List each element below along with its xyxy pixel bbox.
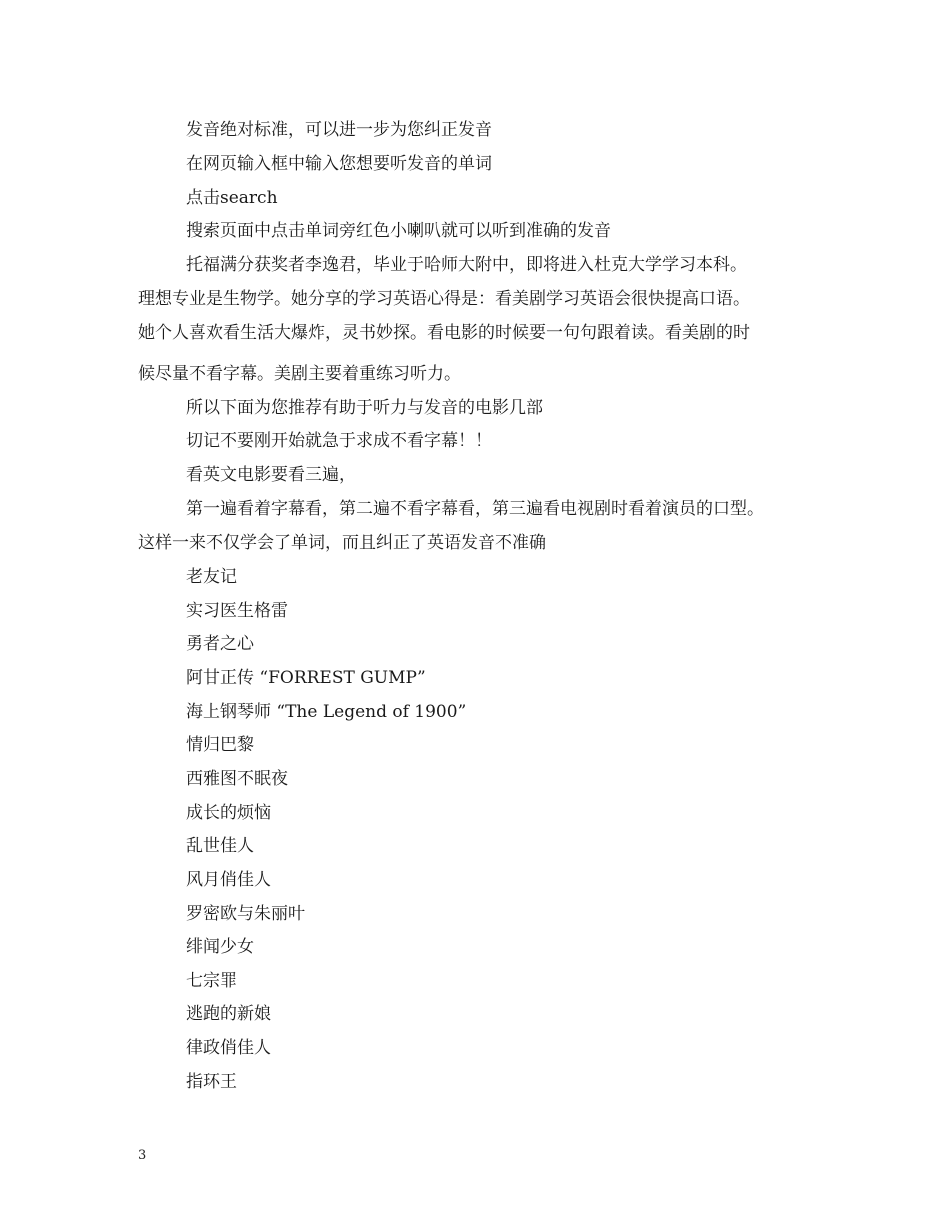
text-line: 第一遍看着字幕看，第二遍不看字幕看，第三遍看电视剧时看着演员的口型。 (186, 499, 764, 519)
text-line: 发音绝对标准，可以进一步为您纠正发音 (186, 120, 492, 140)
movie-title: 海上钢琴师 “The Legend of 1900” (186, 702, 467, 722)
movie-title: 实习医生格雷 (186, 601, 288, 621)
page-number: 3 (138, 1148, 147, 1163)
movie-title: 阿甘正传 “FORREST GUMP” (186, 668, 426, 688)
movie-title: 律政俏佳人 (186, 1038, 271, 1058)
text-line: 这样一来不仅学会了单词，而且纠正了英语发音不准确 (138, 533, 546, 553)
movie-title: 罗密欧与朱丽叶 (186, 904, 305, 924)
movie-title: 情归巴黎 (186, 735, 254, 755)
movie-title: 老友记 (186, 567, 237, 587)
movie-title: 成长的烦恼 (186, 803, 271, 823)
movie-title: 勇者之心 (186, 634, 254, 654)
text-line: 托福满分获奖者李逸君，毕业于哈师大附中，即将进入杜克大学学习本科。 (186, 255, 747, 275)
text-line: 点击search (186, 188, 278, 208)
text-line: 理想专业是生物学。她分享的学习英语心得是：看美剧学习英语会很快提高口语。 (138, 289, 750, 309)
text-line: 看英文电影要看三遍， (186, 465, 356, 485)
text-line: 所以下面为您推荐有助于听力与发音的电影几部 (186, 398, 543, 418)
text-line: 切记不要刚开始就急于求成不看字幕！！ (186, 431, 492, 451)
movie-title: 指环王 (186, 1072, 237, 1092)
text-line: 在网页输入框中输入您想要听发音的单词 (186, 154, 492, 174)
movie-title: 西雅图不眠夜 (186, 769, 288, 789)
text-line: 搜索页面中点击单词旁红色小喇叭就可以听到准确的发音 (186, 221, 611, 241)
text-line: 她个人喜欢看生活大爆炸，灵书妙探。看电影的时候要一句句跟着读。看美剧的时 (138, 323, 750, 343)
movie-title: 乱世佳人 (186, 836, 254, 856)
movie-title: 逃跑的新娘 (186, 1004, 271, 1024)
movie-title: 七宗罪 (186, 971, 237, 991)
movie-title: 绯闻少女 (186, 937, 254, 957)
text-line: 候尽量不看字幕。美剧主要着重练习听力。 (138, 364, 461, 384)
movie-title: 风月俏佳人 (186, 870, 271, 890)
